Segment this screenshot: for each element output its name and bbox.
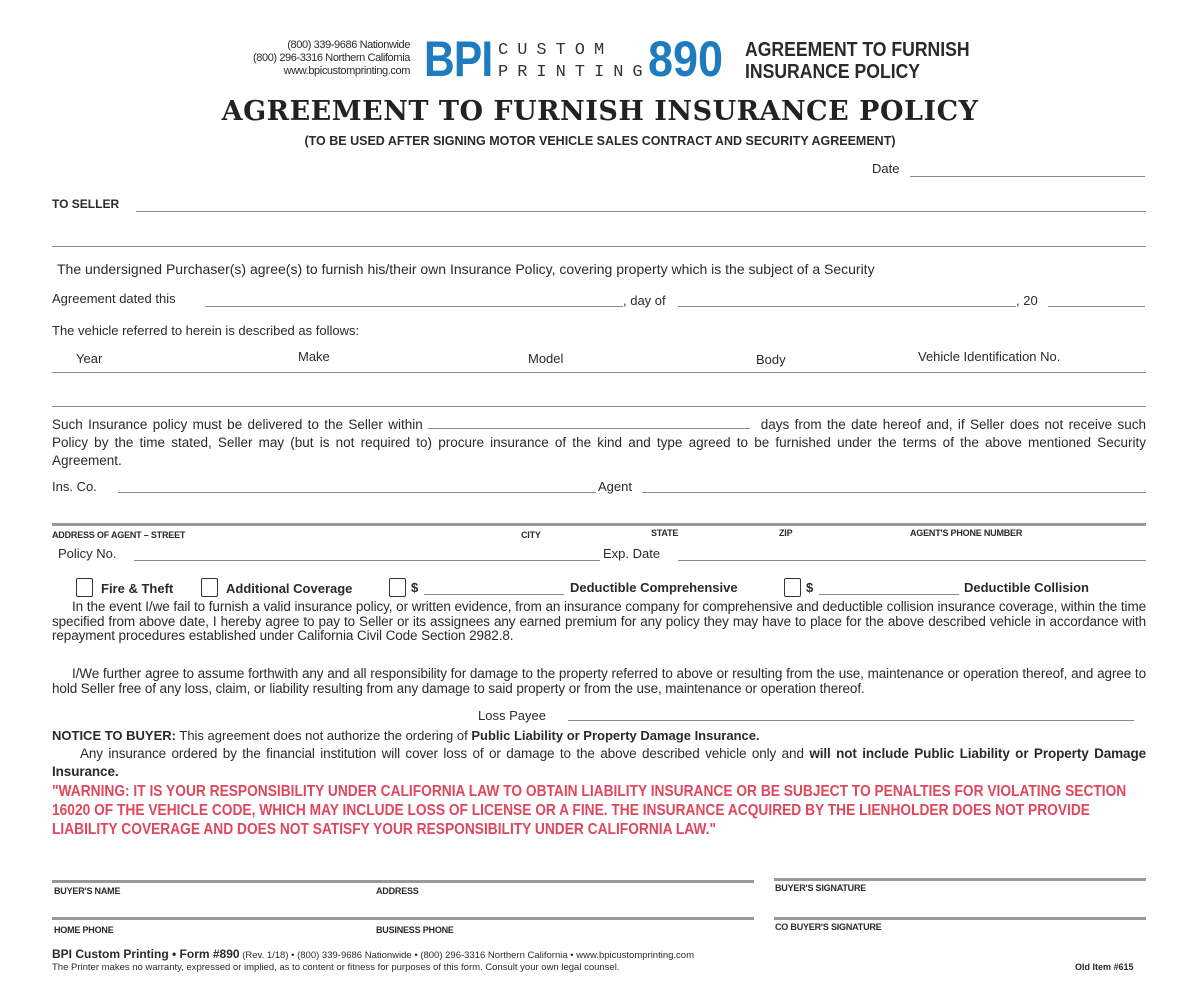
vehicle-field[interactable]	[52, 406, 1146, 407]
notice-to-buyer: NOTICE TO BUYER: This agreement does not authorize the ordering of Public Liability or Property Damage Insurance.	[52, 728, 760, 743]
loss-payee-label: Loss Payee	[478, 708, 546, 723]
date-label: Date	[872, 161, 900, 176]
comprehensive-amount-field[interactable]	[424, 594, 564, 595]
vehicle-divider	[52, 372, 1146, 373]
collision-amount-field[interactable]	[819, 594, 959, 595]
day-of-label: , day of	[623, 293, 666, 308]
year-prefix-label: , 20	[1016, 293, 1038, 308]
address-city-label: CITY	[521, 530, 541, 540]
buyer-name-label: BUYER'S NAME	[54, 886, 121, 896]
exp-date-label: Exp. Date	[603, 546, 661, 561]
loss-payee-field[interactable]	[568, 720, 1134, 721]
dollar-sign: $	[411, 580, 419, 595]
insurance-coverage-notice: Any insurance ordered by the financial institution will cover loss of or damage to the above described vehicle only and will not include Public Liability or Property Damage Insurance.	[52, 746, 1147, 779]
contact-info	[253, 39, 410, 78]
old-item-number: Old Item #615	[1075, 962, 1134, 972]
footer-disclaimer: The Printer makes no warranty, expressed or implied, as to content or fitness for purposes of this form. Consult your own legal counsel.	[52, 962, 620, 973]
business-phone-label: BUSINESS PHONE	[376, 925, 454, 935]
fire-theft-label: Fire & Theft	[101, 581, 174, 596]
form-title-header: AGREEMENT TO FURNISH INSURANCE POLICY	[745, 39, 970, 83]
page-title: AGREEMENT TO FURNISH INSURANCE POLICY	[221, 96, 979, 127]
to-seller-field[interactable]	[136, 211, 1146, 212]
year-field[interactable]	[1048, 306, 1145, 307]
agent-field[interactable]	[642, 492, 1146, 493]
address-state-label: STATE	[651, 528, 679, 538]
address-zip-label: ZIP	[779, 528, 793, 538]
to-seller-label: TO SELLER	[52, 197, 120, 211]
date-field[interactable]	[910, 176, 1145, 177]
page-subtitle: (TO BE USED AFTER SIGNING MOTOR VEHICLE SALES CONTRACT AND SECURITY AGREEMENT)	[304, 134, 896, 148]
additional-coverage-label: Additional Coverage	[226, 581, 353, 596]
address-label: ADDRESS	[376, 886, 419, 896]
fire-theft-checkbox[interactable]	[76, 578, 93, 597]
agent-address-field[interactable]	[52, 523, 1146, 526]
footer-info: BPI Custom Printing • Form #890 (Rev. 1/18) • (800) 339-9686 Nationwide • (800) 296-3316 Northern California • www.bpicustomprinting.com	[52, 947, 694, 961]
collision-checkbox[interactable]	[784, 578, 801, 597]
co-buyer-signature-label: CO BUYER'S SIGNATURE	[775, 922, 882, 932]
vehicle-col-model: Model	[528, 351, 564, 366]
policy-no-field[interactable]	[134, 560, 600, 561]
policy-no-label: Policy No.	[58, 546, 117, 561]
day-of-field[interactable]	[678, 306, 1016, 307]
phone-nationwide: (800) 339-9686 Nationwide	[287, 39, 410, 51]
additional-coverage-checkbox[interactable]	[201, 578, 218, 597]
agreement-dated-label: Agreement dated this	[52, 291, 176, 306]
exp-date-field[interactable]	[678, 560, 1146, 561]
vehicle-col-make: Make	[298, 349, 330, 364]
phone-field[interactable]	[52, 917, 754, 920]
agent-phone-label: AGENT'S PHONE NUMBER	[910, 528, 1023, 538]
phone-northern-california: (800) 296-3316 Northern California	[253, 52, 410, 64]
vehicle-col-body: Body	[756, 352, 786, 367]
delivery-paragraph: Such Insurance policy must be delivered to the Seller within days from the date hereof and, if Seller does not receive such Policy by the time stated, Seller may (but is not required to) procure insurance of the kind and type agreed to be furnished under the terms of the above mentioned Security Agreement.	[52, 417, 1146, 468]
vehicle-col-vin: Vehicle Identification No.	[918, 349, 1061, 364]
address-street-label: ADDRESS OF AGENT – STREET	[52, 530, 186, 540]
website: www.bpicustomprinting.com	[283, 65, 410, 77]
deductible-collision-label: Deductible Collision	[964, 580, 1089, 595]
brand-subtitle: CUSTOM PRINTING	[498, 41, 652, 82]
failure-paragraph: In the event I/we fail to furnish a valid insurance policy, or written evidence, from an insurance company for comprehensive and deductible collision insurance coverage, within the time specified from above date, I hereby agree to pay to Seller or its assignees any earned premium for any policy they may have to place for the above described vehicle in accordance with repayment procedures established under California Civil Code Section 2982.8.	[52, 599, 1146, 643]
to-seller-field-line2[interactable]	[52, 246, 1146, 247]
brand-logo: BPI	[424, 31, 493, 87]
comprehensive-checkbox[interactable]	[389, 578, 406, 597]
california-warning: "WARNING: IT IS YOUR RESPONSIBILITY UNDER CALIFORNIA LAW TO OBTAIN LIABILITY INSURANCE OR BE SUBJECT TO PENALTIES FOR VIOLATING SECTION 16020 OF THE VEHICLE CODE, WHICH MAY INCLUDE LOSS OF LICENSE OR A FINE. THE INSURANCE ACQUIRED BY THE LIENHOLDER DOES NOT PROVIDE LIABILITY COVERAGE AND DOES NOT SATISFY YOUR RESPONSIBILITY UNDER CALIFORNIA LAW."	[52, 783, 1127, 838]
ins-co-label: Ins. Co.	[52, 479, 97, 494]
home-phone-label: HOME PHONE	[54, 925, 114, 935]
deductible-comprehensive-label: Deductible Comprehensive	[570, 580, 738, 595]
vehicle-intro: The vehicle referred to herein is described as follows:	[52, 323, 360, 338]
buyer-signature-label: BUYER'S SIGNATURE	[775, 883, 867, 893]
responsibility-paragraph: I/We further agree to assume forthwith any and all responsibility for damage to the property referred to above or resulting from the use, maintenance or operation thereof, and agree to hold Seller free of any loss, claim, or liability resulting from any damage to said property or from the use, maintenance or operation thereof.	[52, 666, 1146, 696]
agreement-date-field[interactable]	[205, 306, 623, 307]
intro-text: The undersigned Purchaser(s) agree(s) to furnish his/their own Insurance Policy, covering property which is the subject of a Security	[57, 261, 875, 277]
delivery-days-field[interactable]	[428, 416, 750, 429]
agent-label: Agent	[598, 479, 632, 494]
ins-co-field[interactable]	[118, 492, 596, 493]
co-buyer-signature-field[interactable]	[774, 917, 1146, 920]
buyer-signature-field[interactable]	[774, 878, 1146, 881]
buyer-name-address-field[interactable]	[52, 880, 754, 883]
dollar-sign: $	[806, 580, 814, 595]
form-number: 890	[648, 31, 724, 87]
vehicle-col-year: Year	[76, 351, 103, 366]
